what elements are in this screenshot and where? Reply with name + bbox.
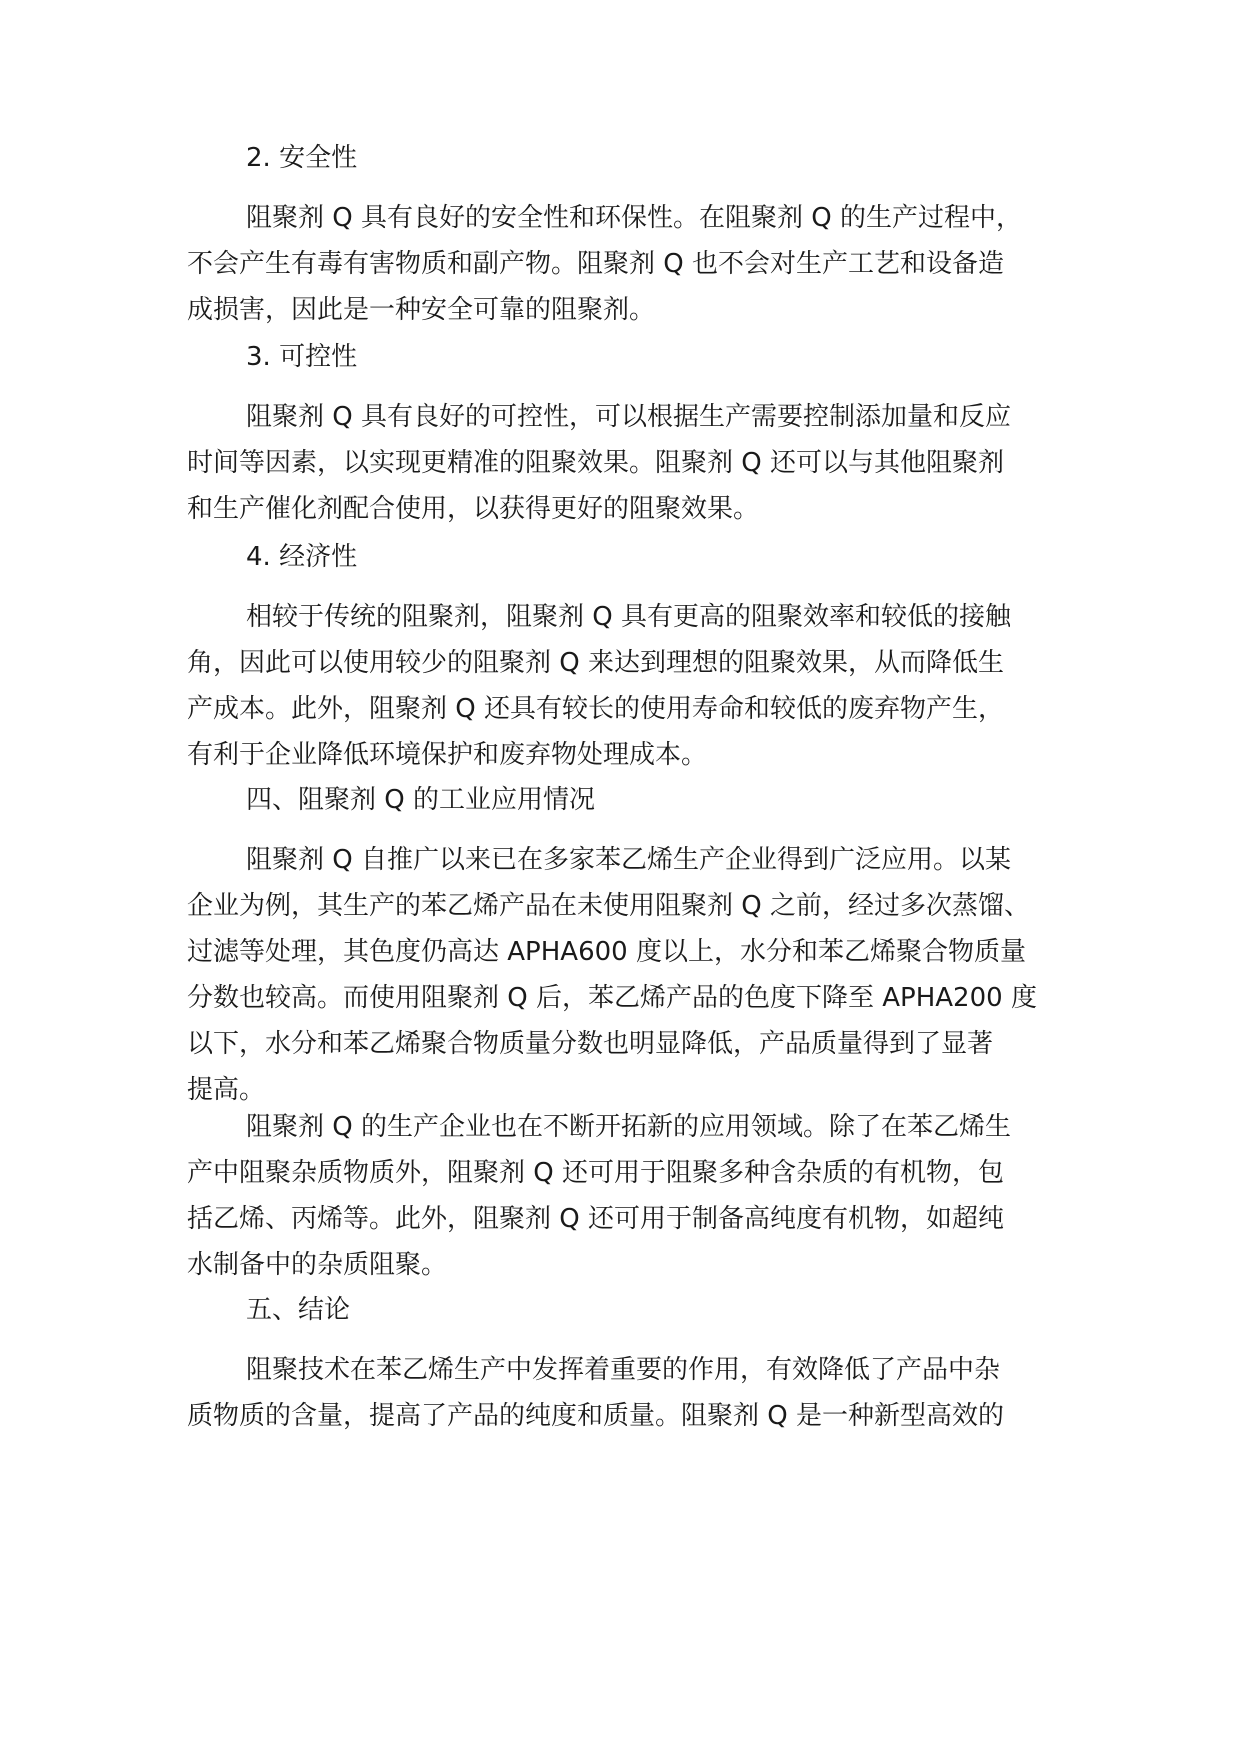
paragraph-line: 有利于企业降低环境保护和废弃物处理成本。 (187, 740, 708, 770)
paragraph-line: 时间等因素，以实现更精准的阻聚效果。阻聚剂 Q 还可以与其他阻聚剂 (187, 448, 1004, 478)
paragraph-line: 产成本。此外，阻聚剂 Q 还具有较长的使用寿命和较低的废弃物产生， (187, 694, 1004, 724)
section-economy (187, 534, 1087, 580)
section-heading: 4. 经济性 (246, 542, 358, 572)
paragraph (187, 594, 1087, 778)
section-industrial-application (187, 777, 1087, 823)
paragraph-line: 过滤等处理，其色度仍高达 APHA600 度以上，水分和苯乙烯聚合物质量 (187, 937, 1026, 967)
section-safety (187, 135, 1087, 181)
paragraph-line: 和生产催化剂配合使用，以获得更好的阻聚效果。 (187, 494, 760, 524)
paragraph-line: 产中阻聚杂质物质外，阻聚剂 Q 还可用于阻聚多种含杂质的有机物，包 (187, 1158, 1004, 1188)
paragraph-line: 以下，水分和苯乙烯聚合物质量分数也明显降低，产品质量得到了显著 (187, 1029, 994, 1059)
paragraph-line: 相较于传统的阻聚剂，阻聚剂 Q 具有更高的阻聚效率和较低的接触 (246, 602, 1011, 632)
paragraph-line: 提高。 (187, 1075, 266, 1105)
paragraph (187, 1347, 1087, 1439)
paragraph-line: 企业为例，其生产的苯乙烯产品在未使用阻聚剂 Q 之前，经过多次蒸馏、 (187, 891, 1030, 921)
paragraph-line: 成损害，因此是一种安全可靠的阻聚剂。 (187, 295, 656, 325)
paragraph (187, 195, 1087, 333)
paragraph-line: 水制备中的杂质阻聚。 (187, 1250, 448, 1280)
paragraph-line: 阻聚剂 Q 的生产企业也在不断开拓新的应用领域。除了在苯乙烯生 (246, 1112, 1011, 1142)
paragraph-line: 分数也较高。而使用阻聚剂 Q 后，苯乙烯产品的色度下降至 APHA200 度 (187, 983, 1037, 1013)
paragraph-line: 不会产生有毒有害物质和副产物。阻聚剂 Q 也不会对生产工艺和设备造 (187, 249, 1004, 279)
paragraph-line: 阻聚剂 Q 具有良好的安全性和环保性。在阻聚剂 Q 的生产过程中， (246, 203, 1022, 233)
paragraph (187, 1104, 1087, 1288)
paragraph-line: 角，因此可以使用较少的阻聚剂 Q 来达到理想的阻聚效果，从而降低生 (187, 648, 1004, 678)
section-heading: 2. 安全性 (246, 143, 358, 173)
section-heading: 3. 可控性 (246, 342, 358, 372)
paragraph (187, 394, 1087, 532)
paragraph-line: 阻聚剂 Q 具有良好的可控性，可以根据生产需要控制添加量和反应 (246, 402, 1011, 432)
paragraph-line: 阻聚技术在苯乙烯生产中发挥着重要的作用，有效降低了产品中杂 (246, 1355, 1001, 1385)
section-conclusion (187, 1287, 1087, 1333)
section-controllability (187, 334, 1087, 380)
section-heading: 五、结论 (246, 1295, 351, 1325)
paragraph-line: 括乙烯、丙烯等。此外，阻聚剂 Q 还可用于制备高纯度有机物，如超纯 (187, 1204, 1004, 1234)
paragraph (187, 837, 1087, 1113)
paragraph-line: 阻聚剂 Q 自推广以来已在多家苯乙烯生产企业得到广泛应用。以某 (246, 845, 1011, 875)
paragraph-line: 质物质的含量，提高了产品的纯度和质量。阻聚剂 Q 是一种新型高效的 (187, 1401, 1004, 1431)
section-heading: 四、阻聚剂 Q 的工业应用情况 (246, 785, 595, 815)
